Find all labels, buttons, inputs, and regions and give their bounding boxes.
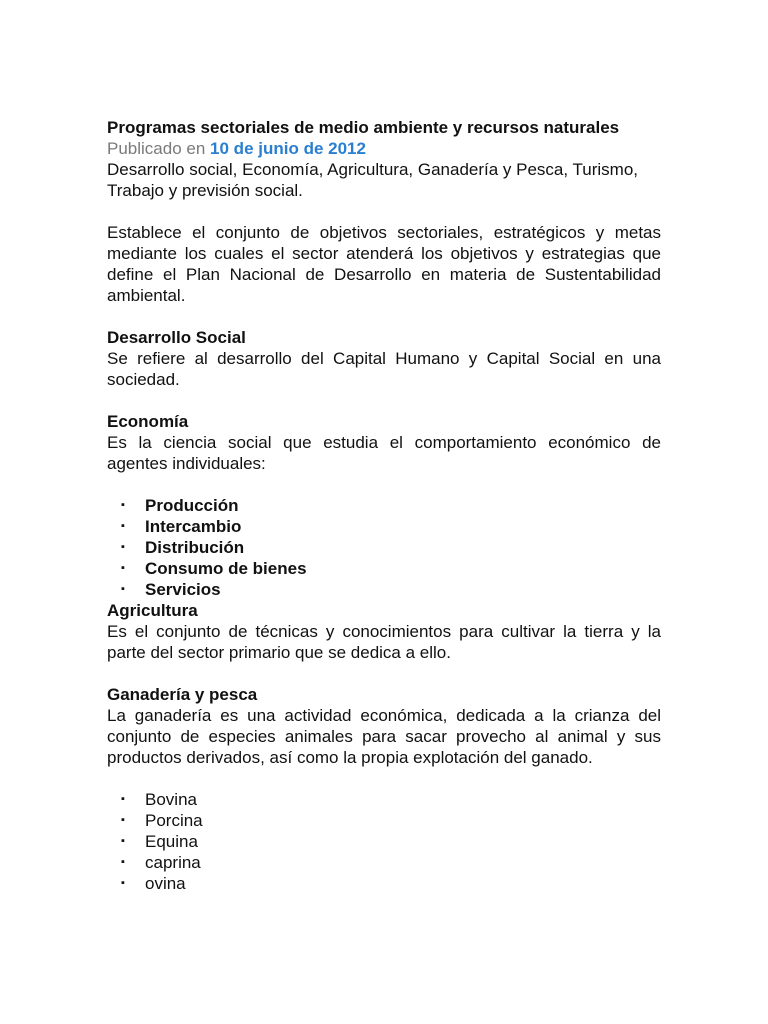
published-date: 10 de junio de 2012 — [210, 139, 366, 158]
bullet-icon: ▪ — [121, 562, 125, 574]
list-item: ▪ Bovina — [121, 790, 197, 809]
bullet-icon: ▪ — [121, 499, 125, 511]
bullet-icon: ▪ — [121, 583, 125, 595]
list-item: ▪ Servicios — [121, 580, 221, 599]
list-item: ▪ Equina — [121, 832, 198, 851]
intro-paragraph: Establece el conjunto de objetivos sectoriales, estratégicos y metas mediante los cuales el sector atenderá los objetivos y estrategias que define el Plan Nacional de Desarrollo en materia de Sustentabilidad ambiental. — [107, 223, 661, 305]
paragraph-agricultura: Es el conjunto de técnicas y conocimientos para cultivar la tierra y la parte del sector primario que se dedica a ello. — [107, 622, 661, 662]
published-line — [107, 138, 661, 159]
list-item: ▪ Producción — [121, 496, 239, 515]
bullet-icon: ▪ — [121, 814, 125, 826]
ganaderia-list — [107, 789, 661, 894]
categories-line: Desarrollo social, Economía, Agricultura, Ganadería y Pesca, Turismo, Trabajo y previsión social. — [107, 160, 639, 200]
paragraph-desarrollo-social: Se refiere al desarrollo del Capital Humano y Capital Social en una sociedad. — [107, 349, 661, 389]
list-item: ▪ caprina — [121, 853, 201, 872]
bullet-icon: ▪ — [121, 520, 125, 532]
bullet-icon: ▪ — [121, 877, 125, 889]
bullet-icon: ▪ — [121, 835, 125, 847]
paragraph-economia: Es la ciencia social que estudia el comportamiento económico de agentes individuales: — [107, 433, 661, 473]
published-prefix: Publicado en — [107, 139, 206, 158]
list-item: ▪ Intercambio — [121, 517, 242, 536]
economia-list — [107, 495, 661, 600]
heading-agricultura: Agricultura — [107, 601, 198, 620]
bullet-icon: ▪ — [121, 793, 125, 805]
bullet-icon: ▪ — [121, 856, 125, 868]
list-item: ▪ ovina — [121, 874, 186, 893]
heading-ganaderia: Ganadería y pesca — [107, 685, 258, 704]
heading-economia: Economía — [107, 412, 189, 431]
bullet-icon: ▪ — [121, 541, 125, 553]
list-item: ▪ Consumo de bienes — [121, 559, 307, 578]
heading-desarrollo-social: Desarrollo Social — [107, 328, 246, 347]
list-item: ▪ Porcina — [121, 811, 203, 830]
paragraph-ganaderia: La ganadería es una actividad económica, dedicada a la crianza del conjunto de especies animales para sacar provecho al animal y sus productos derivados, así como la propia explotación del ganado. — [107, 706, 661, 767]
document-title: Programas sectoriales de medio ambiente y recursos naturales — [107, 118, 620, 137]
list-item: ▪ Distribución — [121, 538, 245, 557]
